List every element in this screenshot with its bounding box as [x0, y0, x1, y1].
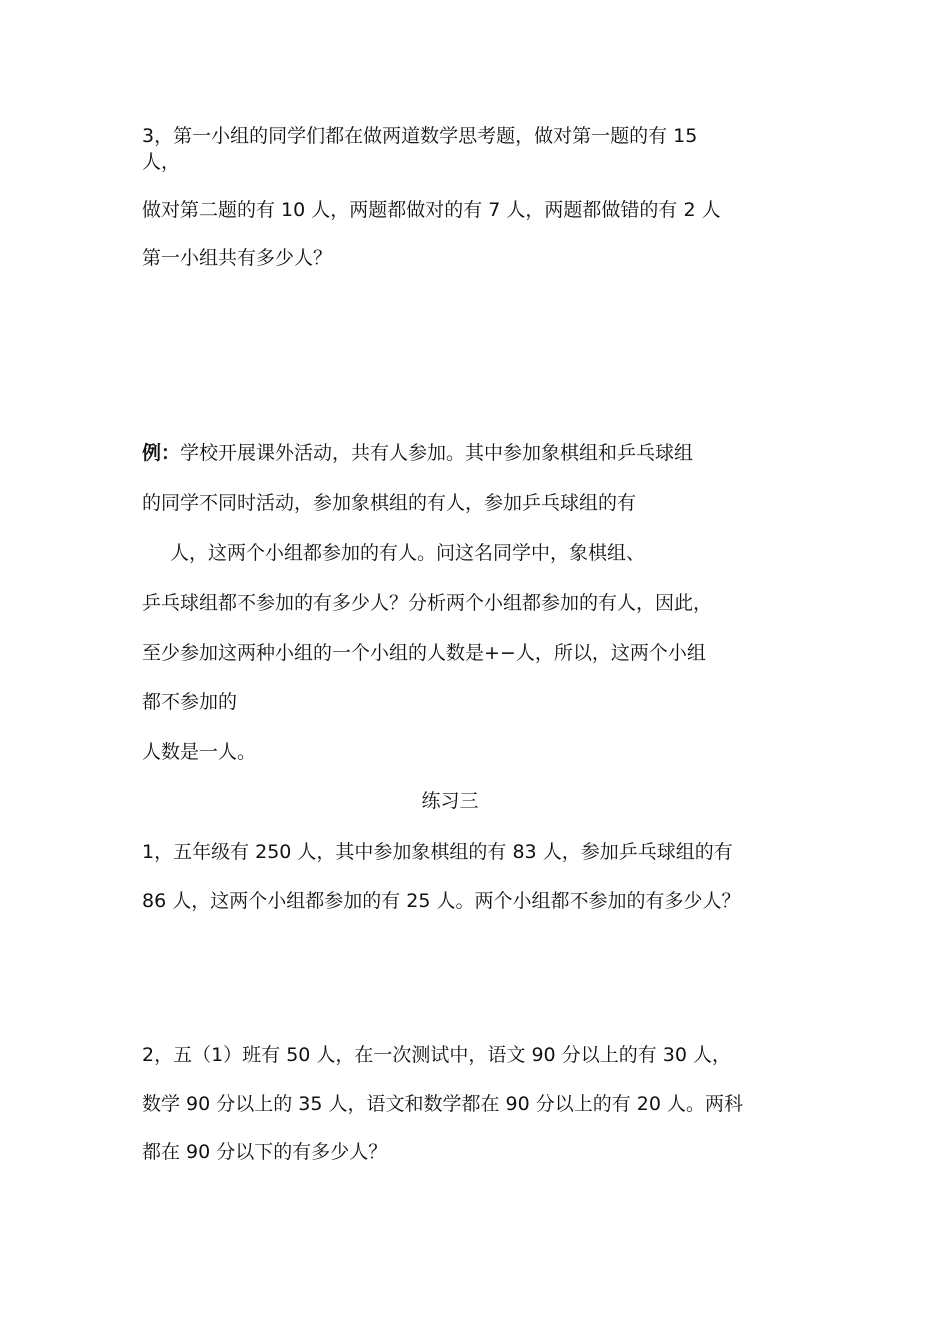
example-line2: 的同学不同时活动，参加象棋组的有人，参加乒乓球组的有 — [142, 492, 637, 514]
example-line6: 都不参加的 — [142, 691, 238, 713]
exercise-title: 练习三 — [421, 790, 479, 812]
example-line4: 乒乓球组都不参加的有多少人？分析两个小组都参加的有人，因此， — [142, 592, 713, 614]
exercise-q2-line2: 数学 90 分以上的 35 人，语文和数学都在 90 分以上的有 20 人。两科 — [142, 1093, 744, 1115]
example-line5: 至少参加这两种小组的一个小组的人数是+−人，所以，这两个小组 — [142, 642, 706, 664]
exercise-q2-line1: 2，五（1）班有 50 人，在一次测试中，语文 90 分以上的有 30 人， — [142, 1044, 731, 1066]
example-line7: 人数是一人。 — [142, 741, 257, 763]
example-line1-text: 学校开展课外活动，共有人参加。其中参加象棋组和乒乓球组 — [180, 442, 694, 464]
problem3-line2: 做对第二题的有 10 人，两题都做对的有 7 人，两题都做错的有 2 人 — [142, 199, 721, 221]
example-line3: 人，这两个小组都参加的有人。问这名同学中，象棋组、 — [170, 542, 646, 564]
exercise-q1-line1: 1，五年级有 250 人，其中参加象棋组的有 83 人，参加乒乓球组的有 — [142, 841, 733, 863]
problem3-line1-continued: 人， — [142, 151, 181, 173]
exercise-q2-line3: 都在 90 分以下的有多少人？ — [142, 1141, 388, 1163]
example-prefix: 例： — [142, 442, 181, 464]
exercise-q1-line2: 86 人，这两个小组都参加的有 25 人。两个小组都不参加的有多少人？ — [142, 890, 741, 912]
problem3-line1: 3，第一小组的同学们都在做两道数学思考题，做对第一题的有 15 — [142, 125, 698, 147]
problem3-line3: 第一小组共有多少人？ — [142, 247, 333, 269]
example-line1 — [142, 441, 693, 465]
